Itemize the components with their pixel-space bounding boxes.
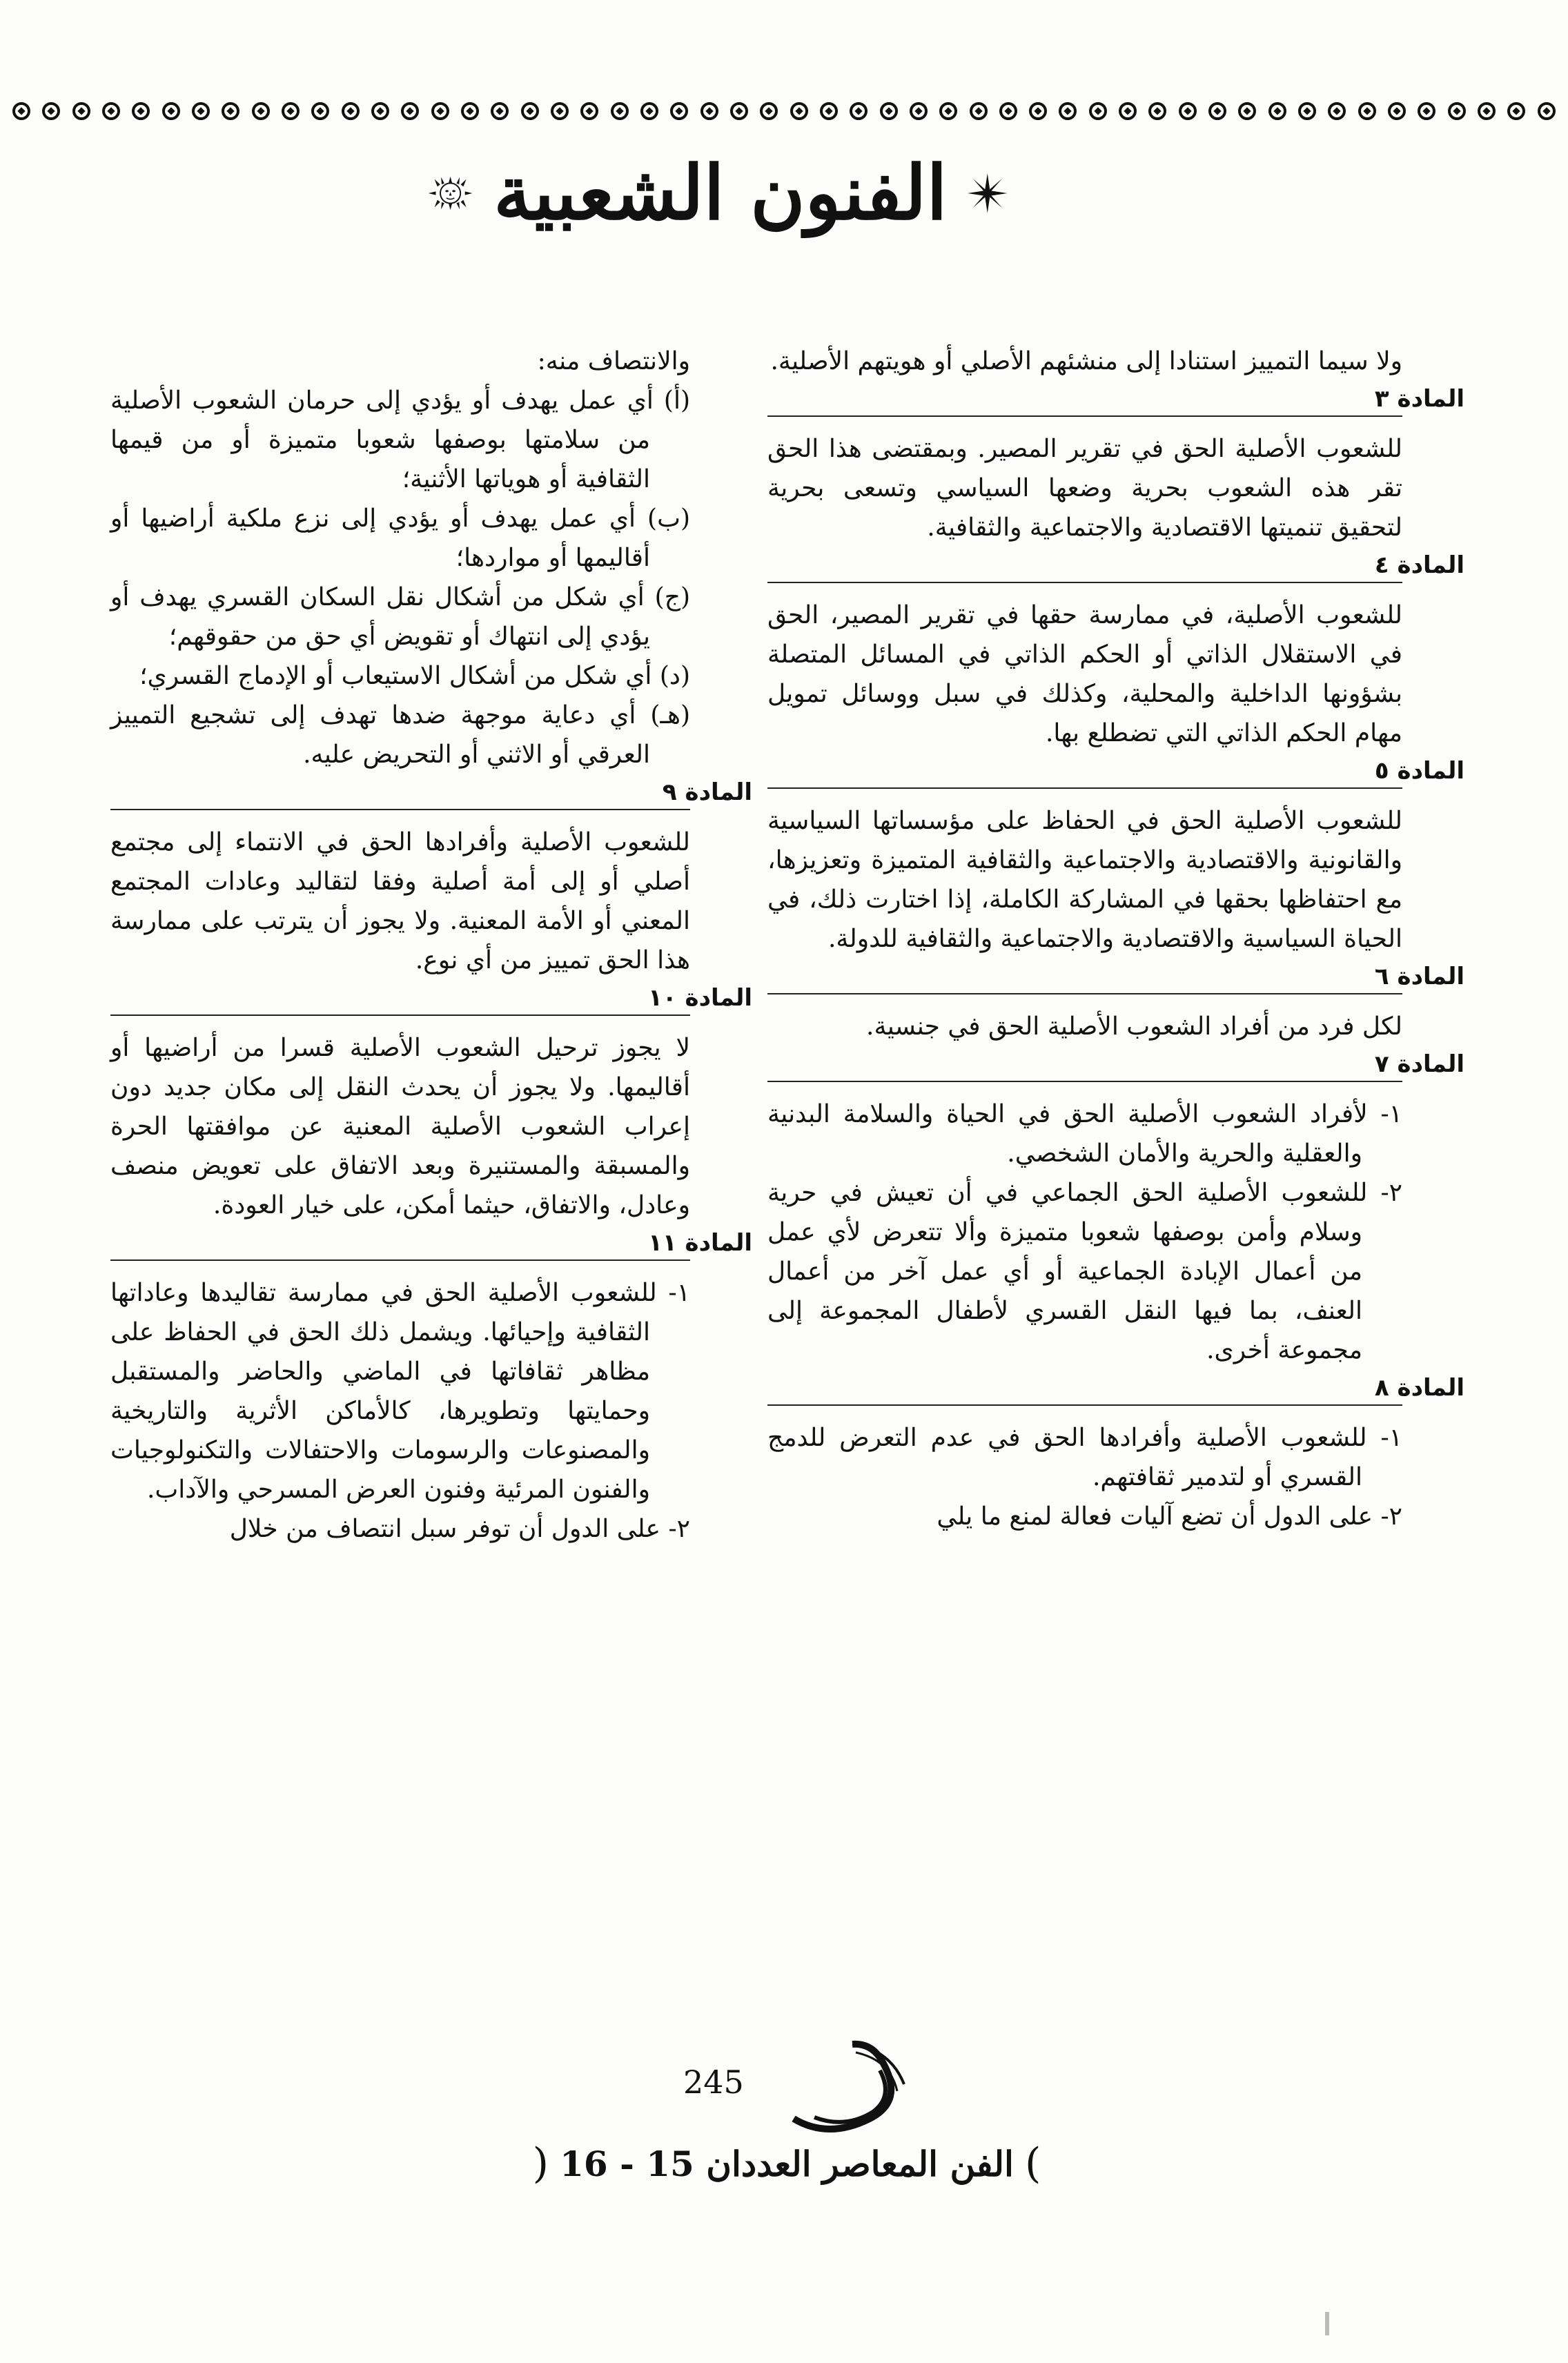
article-heading: المادة ٧ <box>1374 1050 1464 1078</box>
article-column-left <box>110 342 752 1549</box>
ornament-ring-icon <box>252 102 270 120</box>
ornament-ring-icon <box>640 102 658 120</box>
ornament-ring-icon <box>42 102 60 120</box>
ornament-ring-icon <box>999 102 1017 120</box>
ornament-ring-icon <box>880 102 898 120</box>
ornament-ring-icon <box>521 102 539 120</box>
ornament-ring-icon <box>72 102 90 120</box>
ornament-ring-icon <box>1418 102 1435 120</box>
ornament-ring-icon <box>162 102 180 120</box>
paragraph: لا يجوز ترحيل الشعوب الأصلية قسرا من أراضيها أو أقاليمها. ولا يجوز أن يحدث النقل إلى مكان جديد دون إعراب الشعوب الأصلية المعنية عن موافقتها الحرة والمسبقة والمستنيرة وبعد الاتفاق على تعويض منصف وعادل، والاتفاق، حيثما أمكن، على خيار العودة. <box>110 1034 690 1219</box>
ornament-ring-icon <box>1268 102 1286 120</box>
heading-rule <box>767 415 1402 417</box>
ornament-ring-icon <box>1148 102 1166 120</box>
article-heading: المادة ٥ <box>1374 757 1464 785</box>
ornament-ring-icon <box>1388 102 1406 120</box>
page-footer <box>0 2036 1568 2215</box>
list-item: ١- لأفراد الشعوب الأصلية الحق في الحياة والسلامة البدنية والعقلية والحرية والأمان الشخصي. <box>767 1100 1402 1168</box>
heading-rule <box>767 582 1402 583</box>
bracket-right-icon: ) <box>1024 2139 1041 2188</box>
ornament-ring-icon <box>910 102 928 120</box>
ornament-ring-icon <box>401 102 419 120</box>
ornament-ring-icon <box>1328 102 1346 120</box>
paragraph: للشعوب الأصلية الحق في الحفاظ على مؤسساتها السياسية والقانونية والاقتصادية والاجتماعية والثقافية المتميزة وتعزيزها، مع احتفاظها بحقها في المشاركة الكاملة، إذا اختارت ذلك، في الحياة السياسية والاقتصادية والاجتماعية والثقافية للدولة. <box>767 807 1402 953</box>
list-item: (ب) أي عمل يهدف أو يؤدي إلى نزع ملكية أراضيها أو أقاليمها أو مواردها؛ <box>110 504 690 572</box>
ornament-ring-icon <box>192 102 210 120</box>
ornament-ring-icon <box>1538 102 1556 120</box>
ornament-ring-icon <box>311 102 329 120</box>
paragraph: ولا سيما التمييز استنادا إلى منشئهم الأصلي أو هويتهم الأصلية. <box>770 347 1402 375</box>
issue-text: العددان 15 - 16 <box>560 2143 812 2184</box>
scan-mark <box>1325 2312 1329 2335</box>
article-heading: المادة ٩ <box>662 778 752 806</box>
ornament-ring-icon <box>12 102 30 120</box>
ornament-ring-icon <box>820 102 838 120</box>
list-item: ٢- على الدول أن توفر سبل انتصاف من خلال <box>229 1515 690 1543</box>
list-item: (هـ) أي دعاية موجهة ضدها تهدف إلى تشجيع التمييز العرقي أو الاثني أو التحريض عليه. <box>110 701 690 769</box>
list-item: (أ) أي عمل يهدف أو يؤدي إلى حرمان الشعوب الأصلية من سلامتها بوصفها شعوبا متميزة أو من قيمها الثقافية أو هوياتها الأثنية؛ <box>110 386 690 493</box>
ornament-ring-icon <box>1059 102 1077 120</box>
ornament-ring-icon <box>970 102 988 120</box>
article-heading: المادة ٣ <box>1374 385 1464 413</box>
ornament-ring-icon <box>580 102 598 120</box>
paragraph: للشعوب الأصلية الحق في تقرير المصير. وبمقتضى هذا الحق تقر هذه الشعوب بحرية وضعها السياسي وتسعى بحرية لتحقيق تنميتها الاقتصادية والاجتماعية والثقافية. <box>767 435 1402 542</box>
bracket-left-icon: ( <box>532 2139 549 2188</box>
ornament-ring-icon <box>342 102 360 120</box>
heading-rule <box>110 1014 690 1016</box>
page-number: 245 <box>683 2063 744 2101</box>
list-item: ٢- على الدول أن تضع آليات فعالة لمنع ما يلي <box>937 1502 1402 1531</box>
ornament-ring-icon <box>790 102 808 120</box>
paragraph: للشعوب الأصلية، في ممارسة حقها في تقرير المصير، الحق في الاستقلال الذاتي أو الحكم الذاتي في المسائل المتصلة بشؤونها الداخلية والمحلية، وكذلك في سبل ووسائل تمويل مهام الحكم الذاتي التي تضطلع بها. <box>767 601 1402 747</box>
heading-rule <box>767 993 1402 994</box>
list-item: (ج) أي شكل من أشكال نقل السكان القسري يهدف أو يؤدي إلى انتهاك أو تقويض أي حق من حقوقهم؛ <box>110 583 690 651</box>
ornament-ring-icon <box>939 102 957 120</box>
ornament-ring-icon <box>1298 102 1316 120</box>
ornament-ring-icon <box>1478 102 1496 120</box>
article-heading: المادة ٦ <box>1374 963 1464 990</box>
ornament-ring-icon <box>1179 102 1197 120</box>
journal-wave-logo-icon <box>787 2036 918 2139</box>
heading-rule <box>767 787 1402 789</box>
ornament-ring-icon <box>1238 102 1256 120</box>
section-title: الفنون الشعبية <box>493 150 948 237</box>
ornament-ring-icon <box>611 102 629 120</box>
ornament-ring-icon <box>222 102 239 120</box>
paragraph: لكل فرد من أفراد الشعوب الأصلية الحق في جنسية. <box>866 1012 1402 1041</box>
ornament-ring-icon <box>760 102 778 120</box>
ornament-ring-icon <box>850 102 868 120</box>
ornament-ring-icon <box>1029 102 1047 120</box>
paragraph: والانتصاف منه: <box>537 347 690 375</box>
ornament-ring-icon <box>1448 102 1466 120</box>
list-item: ٢- للشعوب الأصلية الحق الجماعي في أن تعيش في حرية وسلام وأمن بوصفها شعوبا متميزة وألا تتعرض لأي عمل من أعمال الإبادة الجماعية أو أي عمل آخر من أعمال العنف، بما فيها النقل القسري لأطفال المجموعة إلى مجموعة أخرى. <box>767 1179 1402 1364</box>
heading-rule <box>767 1081 1402 1082</box>
ornament-ring-icon <box>551 102 569 120</box>
ornament-ring-icon <box>491 102 509 120</box>
ornament-ring-icon <box>670 102 688 120</box>
ornament-ring-icon <box>282 102 300 120</box>
journal-name: الفن المعاصر <box>822 2143 1014 2184</box>
sun-face-icon <box>428 148 473 238</box>
ornament-ring-icon <box>431 102 449 120</box>
ornament-ring-icon <box>461 102 479 120</box>
ornament-ring-icon <box>1358 102 1376 120</box>
ornament-ring-icon <box>132 102 150 120</box>
ornament-ring-icon <box>371 102 389 120</box>
article-heading: المادة ١٠ <box>648 984 752 1012</box>
list-item: ١- للشعوب الأصلية وأفرادها الحق في عدم التعرض للدمج القسري أو لتدمير ثقافتهم. <box>767 1424 1402 1491</box>
article-column-right <box>767 342 1464 1536</box>
article-heading: المادة ٨ <box>1374 1374 1464 1402</box>
list-item: ١- للشعوب الأصلية الحق في ممارسة تقاليدها وعاداتها الثقافية وإحيائها. ويشمل ذلك الحق في الحفاظ على مظاهر ثقافاتها في الماضي والحاضر والمستقبل وحمايتها وتطويرها، كالأماكن الأثرية والتاريخية والمصنوعات والرسومات والاحتفالات والتكنولوجيات والفنون المرئية وفنون العرض المسرحي والآداب. <box>110 1279 690 1504</box>
paragraph: للشعوب الأصلية وأفرادها الحق في الانتماء إلى مجتمع أصلي أو إلى أمة أصلية وفقا لتقاليد وعادات المجتمع المعني أو الأمة المعنية. ولا يجوز أن يترتب على ممارسة هذا الحق تمييز من أي نوع. <box>110 828 690 974</box>
heading-rule <box>110 1259 690 1261</box>
section-header <box>428 138 1008 248</box>
list-item: (د) أي شكل من أشكال الاستيعاب أو الإدماج القسري؛ <box>139 662 690 690</box>
article-heading: المادة ١١ <box>648 1229 752 1257</box>
ornament-ring-icon <box>1089 102 1107 120</box>
ornament-ring-icon <box>1208 102 1226 120</box>
ornament-ring-icon <box>102 102 120 120</box>
ornament-ring-icon <box>730 102 748 120</box>
journal-info <box>525 2139 1049 2188</box>
ornament-ring-icon <box>700 102 718 120</box>
article-heading: المادة ٤ <box>1374 551 1464 579</box>
ornament-ring-icon <box>1119 102 1137 120</box>
ornament-border <box>0 95 1568 127</box>
ornament-ring-icon <box>1507 102 1525 120</box>
starburst-icon <box>968 141 1008 245</box>
heading-rule <box>110 809 690 810</box>
heading-rule <box>767 1404 1402 1406</box>
